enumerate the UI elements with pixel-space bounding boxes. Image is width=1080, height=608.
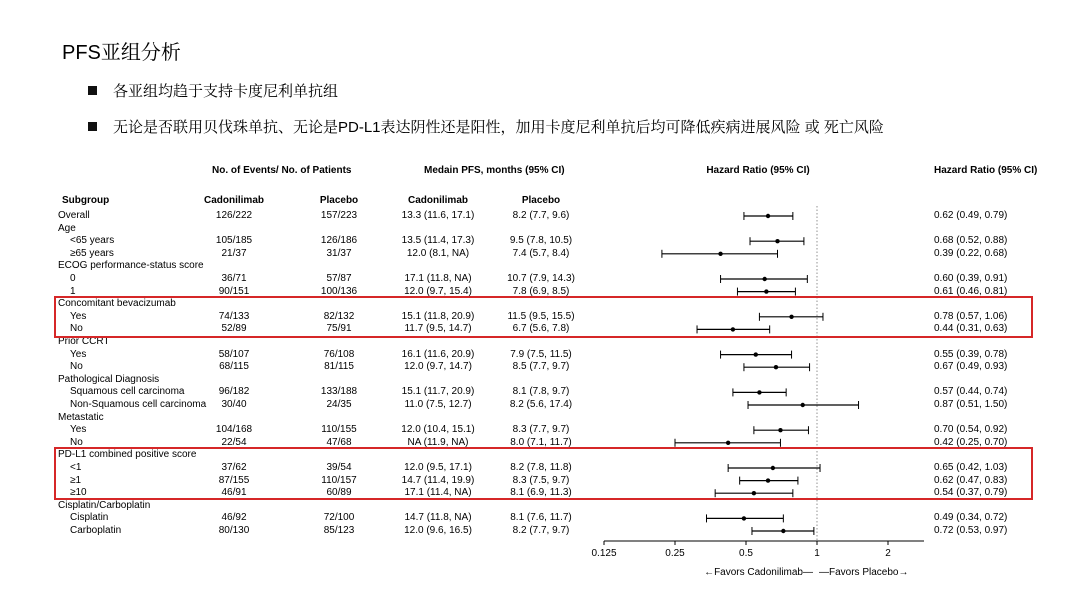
hazard-ratio-text: 0.70 (0.54, 0.92): [934, 424, 1008, 436]
events-cadonilimab: 58/107: [218, 348, 250, 360]
hazard-ratio-text: 0.42 (0.25, 0.70): [934, 436, 1008, 448]
highlight-box-pdl1: [54, 447, 1033, 500]
hazard-ratio-point: [764, 289, 768, 293]
hazard-ratio-text: 0.54 (0.37, 0.79): [934, 487, 1008, 499]
hazard-ratio-text: 0.39 (0.22, 0.68): [934, 247, 1008, 259]
subgroup-label-metastatic: Metastatic: [58, 411, 104, 423]
hazard-ratio-point: [754, 352, 758, 356]
subgroup-label-no: No: [70, 323, 83, 335]
hazard-ratio-text: 0.61 (0.46, 0.81): [934, 285, 1008, 297]
pfs-placebo: 9.5 (7.8, 10.5): [509, 235, 573, 247]
hazard-ratio-point: [726, 441, 730, 445]
events-placebo: 24/35: [326, 399, 352, 410]
events-cadonilimab: 96/182: [218, 386, 250, 398]
header-hr-text: Hazard Ratio (95% CI): [934, 165, 1038, 176]
header-hr-plot: Hazard Ratio (95% CI): [706, 165, 810, 176]
hazard-ratio-text: 0.65 (0.42, 1.03): [934, 462, 1008, 473]
x-tick-label: 0.25: [665, 548, 685, 559]
hazard-ratio-text: 0.44 (0.31, 0.63): [934, 323, 1008, 335]
pfs-cadonilimab: 14.7 (11.8, NA): [404, 512, 472, 524]
events-cadonilimab: 105/185: [215, 235, 253, 247]
subgroup-label-1: <1: [70, 462, 82, 473]
subgroup-label-yes: Yes: [70, 310, 87, 322]
pfs-placebo: 8.1 (7.8, 9.7): [512, 386, 570, 398]
pfs-placebo: 8.3 (7.5, 9.7): [512, 474, 570, 486]
subgroup-label-no: No: [70, 436, 83, 448]
pfs-placebo: 8.2 (7.7, 9.6): [512, 210, 570, 221]
subgroup-label-ecog-performance-status-score: ECOG performance-status score: [58, 260, 204, 272]
pfs-placebo: 11.5 (9.5, 15.5): [507, 310, 575, 322]
header-events: No. of Events/ No. of Patients: [212, 165, 352, 176]
hazard-ratio-text: 0.72 (0.53, 0.97): [934, 525, 1008, 536]
subgroup-label-1: ≥1: [70, 474, 82, 486]
subgroup-label-overall: Overall: [58, 210, 90, 221]
pfs-cadonilimab: 17.1 (11.4, NA): [404, 487, 472, 499]
hazard-ratio-text: 0.60 (0.39, 0.91): [934, 273, 1008, 284]
events-placebo: 75/91: [326, 323, 352, 335]
events-cadonilimab: 36/71: [221, 273, 247, 284]
events-cadonilimab: 52/89: [221, 323, 247, 335]
events-cadonilimab: 126/222: [215, 210, 253, 221]
pfs-cadonilimab: 15.1 (11.8, 20.9): [401, 310, 475, 322]
header-pfs: Medain PFS, months (95% CI): [424, 165, 565, 176]
pfs-cadonilimab: NA (11.9, NA): [407, 436, 469, 448]
events-cadonilimab: 37/62: [221, 462, 247, 473]
events-cadonilimab: 30/40: [221, 399, 247, 410]
subgroup-label-carboplatin: Carboplatin: [70, 525, 122, 536]
pfs-placebo: 8.5 (7.7, 9.7): [512, 361, 570, 373]
x-tick-label: 1: [814, 548, 820, 559]
highlight-box-bevacizumab: [54, 296, 1033, 338]
subgroup-label-65-years: ≥65 years: [70, 247, 114, 259]
pfs-placebo: 8.1 (7.6, 11.7): [510, 512, 572, 524]
pfs-cadonilimab: 12.0 (9.7, 14.7): [404, 361, 472, 373]
subgroup-label-pd-l1-combined-positive-score: PD-L1 combined positive score: [58, 449, 197, 461]
events-placebo: 110/157: [321, 474, 357, 486]
hazard-ratio-point: [718, 252, 722, 256]
hazard-ratio-text: 0.67 (0.49, 0.93): [934, 361, 1008, 373]
events-placebo: 100/136: [320, 285, 358, 297]
events-cadonilimab: 74/133: [218, 310, 250, 322]
events-placebo: 126/186: [320, 235, 358, 247]
events-cadonilimab: 21/37: [221, 247, 247, 259]
pfs-cadonilimab: 12.0 (9.5, 17.1): [404, 462, 472, 473]
hazard-ratio-point: [801, 403, 805, 407]
subgroup-label-non-squamous-cell-carcinoma: Non-Squamous cell carcinoma: [70, 399, 207, 410]
events-placebo: 110/155: [321, 424, 357, 436]
pfs-placebo: 8.2 (5.6, 17.4): [509, 399, 573, 410]
x-tick-label: 2: [885, 548, 891, 559]
events-cadonilimab: 80/130: [218, 525, 250, 536]
events-placebo: 76/108: [323, 348, 355, 360]
pfs-cadonilimab: 12.0 (8.1, NA): [406, 247, 470, 259]
pfs-cadonilimab: 13.5 (11.4, 17.3): [401, 235, 475, 247]
pfs-cadonilimab: 12.0 (9.7, 15.4): [404, 285, 472, 297]
pfs-cadonilimab: 16.1 (11.6, 20.9): [401, 348, 475, 360]
favors-cadonilimab-label: ←Favors Cadonilimab—: [704, 567, 813, 578]
hazard-ratio-point: [742, 516, 746, 520]
hazard-ratio-text: 0.62 (0.49, 0.79): [934, 210, 1008, 221]
pfs-cadonilimab: 12.0 (10.4, 15.1): [401, 424, 475, 436]
pfs-placebo: 6.7 (5.6, 7.8): [512, 323, 570, 335]
subgroup-label-squamous-cell-carcinoma: Squamous cell carcinoma: [70, 386, 185, 398]
events-placebo: 133/188: [320, 386, 358, 398]
events-cadonilimab: 46/91: [221, 487, 247, 499]
pfs-placebo: 10.7 (7.9, 14.3): [507, 273, 575, 284]
x-tick-label: 0.5: [739, 548, 753, 559]
hazard-ratio-text: 0.62 (0.47, 0.83): [934, 474, 1008, 486]
column-cadonilimab-events: Cadonilimab: [203, 195, 265, 206]
pfs-cadonilimab: 17.1 (11.8, NA): [404, 273, 472, 284]
hazard-ratio-point: [778, 428, 782, 432]
hazard-ratio-text: 0.87 (0.51, 1.50): [934, 399, 1008, 410]
subgroup-label-age: Age: [58, 222, 76, 234]
events-cadonilimab: 104/168: [215, 424, 253, 436]
hazard-ratio-point: [766, 214, 770, 218]
subgroup-label-cisplatin-carboplatin: Cisplatin/Carboplatin: [58, 499, 151, 511]
subgroup-label-prior-ccrt: Prior CCRT: [58, 336, 110, 347]
events-placebo: 81/115: [324, 361, 354, 373]
x-tick-label: 0.125: [591, 548, 617, 559]
subgroup-label-no: No: [70, 361, 83, 373]
hazard-ratio-point: [774, 365, 778, 369]
hazard-ratio-text: 0.57 (0.44, 0.74): [934, 386, 1008, 398]
hazard-ratio-text: 0.49 (0.34, 0.72): [934, 512, 1008, 524]
events-placebo: 72/100: [323, 512, 355, 524]
pfs-cadonilimab: 14.7 (11.4, 19.9): [401, 474, 475, 486]
subgroup-label-yes: Yes: [70, 348, 87, 360]
pfs-cadonilimab: 13.3 (11.6, 17.1): [401, 210, 475, 221]
events-placebo: 82/132: [323, 310, 355, 322]
hazard-ratio-point: [762, 277, 766, 281]
events-placebo: 39/54: [326, 462, 352, 473]
pfs-placebo: 8.2 (7.7, 9.7): [512, 525, 570, 536]
column-subgroup: Subgroup: [62, 195, 110, 206]
events-placebo: 85/123: [323, 525, 355, 536]
subgroup-label-1: 1: [70, 285, 76, 297]
pfs-cadonilimab: 12.0 (9.6, 16.5): [404, 525, 472, 536]
pfs-placebo: 7.4 (5.7, 8.4): [512, 247, 570, 259]
subgroup-label-0: 0: [70, 273, 76, 284]
events-cadonilimab: 22/54: [221, 436, 247, 448]
subgroup-label-pathological-diagnosis: Pathological Diagnosis: [58, 373, 160, 385]
pfs-placebo: 7.8 (6.9, 8.5): [512, 285, 570, 297]
bullet-1-text: 各亚组均趋于支持卡度尼利单抗组: [113, 83, 339, 100]
hazard-ratio-text: 0.68 (0.52, 0.88): [934, 235, 1008, 247]
pfs-cadonilimab: 11.7 (9.5, 14.7): [404, 323, 472, 335]
hazard-ratio-text: 0.55 (0.39, 0.78): [934, 348, 1008, 360]
favors-placebo-label: —Favors Placebo→: [819, 567, 909, 578]
subgroup-label-10: ≥10: [70, 487, 87, 499]
pfs-placebo: 8.2 (7.8, 11.8): [510, 462, 572, 473]
subgroup-label-concomitant-bevacizumab: Concomitant bevacizumab: [58, 298, 176, 310]
column-placebo-pfs: Placebo: [521, 195, 561, 206]
hazard-ratio-text: 0.78 (0.57, 1.06): [934, 310, 1008, 322]
events-cadonilimab: 46/92: [221, 512, 247, 524]
subgroup-label-cisplatin: Cisplatin: [70, 512, 109, 524]
events-placebo: 157/223: [320, 210, 358, 221]
events-cadonilimab: 87/155: [218, 474, 250, 486]
pfs-cadonilimab: 15.1 (11.7, 20.9): [401, 386, 475, 398]
column-placebo-events: Placebo: [319, 195, 359, 206]
events-placebo: 60/89: [326, 487, 352, 499]
hazard-ratio-point: [757, 390, 761, 394]
pfs-placebo: 7.9 (7.5, 11.5): [510, 348, 572, 360]
events-cadonilimab: 68/115: [219, 361, 249, 373]
events-placebo: 31/37: [326, 247, 352, 259]
subgroup-label-yes: Yes: [70, 424, 87, 436]
events-placebo: 57/87: [326, 273, 352, 284]
hazard-ratio-point: [781, 529, 785, 533]
pfs-cadonilimab: 11.0 (7.5, 12.7): [404, 399, 472, 410]
bullet-2-text: 无论是否联用贝伐珠单抗、无论是PD-L1表达阴性还是阳性，加用卡度尼利单抗后均可降低疾病进展风险 或 死亡风险: [113, 119, 884, 136]
events-placebo: 47/68: [326, 436, 352, 448]
subgroup-label-65-years: <65 years: [70, 235, 115, 247]
column-cadonilimab-pfs: Cadonilimab: [407, 195, 469, 206]
pfs-placebo: 8.1 (6.9, 11.3): [510, 487, 572, 499]
pfs-placebo: 8.0 (7.1, 11.7): [510, 436, 572, 448]
hazard-ratio-point: [775, 239, 779, 243]
events-cadonilimab: 90/151: [218, 285, 250, 297]
pfs-placebo: 8.3 (7.7, 9.7): [512, 424, 570, 436]
page-title: PFS亚组分析: [62, 42, 181, 64]
